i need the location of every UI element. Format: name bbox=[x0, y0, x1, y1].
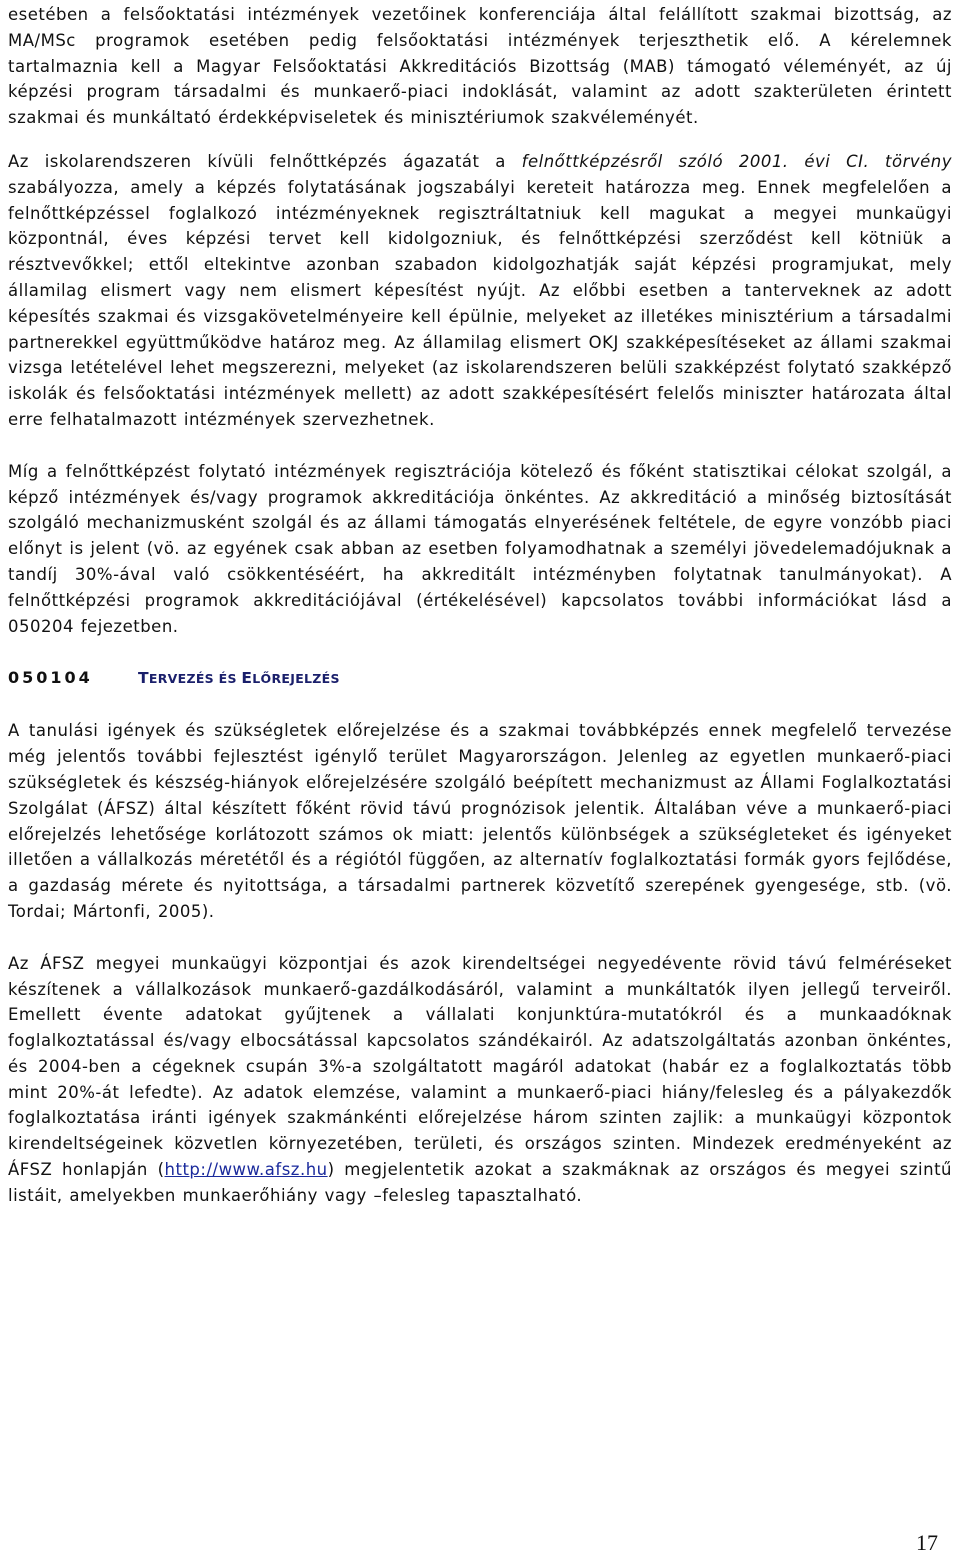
paragraph-text: szabályozza, amely a képzés folytatásának jogszabályi kereteit határozza meg. Ennek megfelelően a felnőttképzéssel foglalkozó intézményeknek regisztráltatniuk kell magukat a megyei munkaügyi központnál, éves képzési tervet kell kidolgozniuk, és felnőttképzési szerződést kell kötniük a résztvevőkkel; ettől eltekintve azonban szabadon kidolgozhatják saját képzési programjukat, mely államilag elismert vagy nem elismert képesítést nyújt. Az előbbi esetben a tanterveknek az adott képesítés szakmai és vizsgakövetelményeire kell épülnie, melyeket az illetékes minisztérium a társadalmi partnerekkel együttműködve határoz meg. Az államilag elismert OKJ szakképesítéseket az állami szakmai vizsga letételével lehet megszerezni, melyeket (az iskolarendszeren belüli szakképzést folytató szakképző iskolák és felsőoktatási intézmények mellett) az adott szakképesítésért felelős miniszter határozata által erre felhatalmazott intézmények szervezhetnek. bbox=[8, 177, 952, 429]
section-title-part: ERVEZÉS ÉS bbox=[148, 671, 242, 687]
section-title-initial: T bbox=[138, 669, 149, 688]
section-number: 050104 bbox=[8, 668, 93, 688]
section-title-part: LŐREJELZÉS bbox=[252, 671, 340, 687]
section-title bbox=[138, 665, 340, 692]
law-reference: felnőttképzésről szóló 2001. évi CI. törvény bbox=[521, 151, 952, 171]
paragraph-adult-education-law bbox=[8, 149, 952, 433]
section-title-initial: E bbox=[241, 669, 253, 688]
paragraph-accreditation-intro: esetében a felsőoktatási intézmények vezetőinek konferenciája által felállított szakmai bizottság, az MA/MSc programok esetében pedig felsőoktatási intézmények terjeszthetik elő. A kérelemnek tartalmaznia kell a Magyar Felsőoktatási Akkreditációs Bizottság (MAB) támogató véleményét, az új képzési program társadalmi és munkaerő-piaci indoklását, valamint az adott szakterületen érintett szakmai és munkáltató érdekképviseletek és minisztériumok szakvéleményét. bbox=[8, 5, 952, 128]
section-heading bbox=[8, 665, 952, 692]
document-body bbox=[8, 2, 952, 1209]
afsz-website-link[interactable]: http://www.afsz.hu bbox=[164, 1160, 328, 1180]
page-number: 17 bbox=[916, 1530, 938, 1555]
paragraph-text: ) megjelentetik azokat a szakmáknak az országos és megyei szintű listáit, amelyekben munkaerőhiány vagy –felesleg tapasztalható. bbox=[8, 1160, 952, 1205]
paragraph-accreditation-voluntary: Míg a felnőttképzést folytató intézmények regisztrációja kötelező és főként statisztikai célokat szolgál, a képző intézmények és/vagy programok akkreditációja önkéntes. Az akkreditáció a minőség biztosítását szolgáló mechanizmusként szolgál és az állami támogatás elnyerésének feltétele, de egyre vonzóbb piaci előnyt is jelent (vö. az egyének csak abban az esetben folyamodhatnak a személyi jövedelemadójuknak a tandíj 30%-ával való csökkentéséért, ha akkreditált intézményben folytatnak tanulmányokat). A felnőttképzési programok akkreditációjával (értékelésével) kapcsolatos további információkat lásd a 050204 fejezetben. bbox=[8, 461, 952, 636]
paragraph-text: Az iskolarendszeren kívüli felnőttképzés ágazatát a bbox=[8, 151, 522, 171]
paragraph-afsz-surveys bbox=[8, 951, 952, 1209]
paragraph-forecasting: A tanulási igények és szükségletek előrejelzése és a szakmai továbbképzés ennek megfelelő tervezése még jelentős további fejlesztést igénylő terület Magyarországon. Jelenleg az egyetlen munkaerő-piaci szükségletek és készség-hiányok előrejelzésére szolgáló beépített mechanizmust az Állami Foglalkoztatási Szolgálat (ÁFSZ) által készített főként rövid távú prognózisok jelentik. Általában véve a munkaerő-piaci előrejelzés lehetősége korlátozott számos ok miatt: jelentős különbségek a szükségleteket és igényeket illetően a vállalkozás méretétől és a régiótól függően, az alternatív foglalkoztatási formák gyors fejlődése, a gazdaság mérete és nyitottsága, a társadalmi partnerek közvetítő szerepének gyengesége, stb. (vö. Tordai; Mártonfi, 2005). bbox=[8, 721, 952, 921]
paragraph-text: Az ÁFSZ megyei munkaügyi központjai és azok kirendeltségei negyedévente rövid távú felméréseket készítenek a vállalkozások munkaerő-gazdálkodásáról, valamint a munkáltatók ilyen jellegű terveiről. Emellett évente adatokat gyűjtenek a vállalati konjunktúra-mutatókról és a munkaadóknak foglalkoztatással és/vagy elbocsátással kapcsolatos szándékairól. Az adatszolgáltatás azonban önkéntes, és 2004-ben a cégeknek csupán 3%-a szolgáltatott magáról adatokat (habár ez a foglalkoztatás több mint 20%-át lefedte). Az adatok elemzése, valamint a munkaerő-piaci hiány/felesleg és a pályakezdők foglalkoztatása iránti igények szakmánkénti előrejelzése három szinten zajlik: a munkaügyi központok kirendeltségeinek közvetlen környezetében, területi, és országos szinten. Mindezek eredményeként az ÁFSZ honlapján ( bbox=[8, 953, 952, 1180]
